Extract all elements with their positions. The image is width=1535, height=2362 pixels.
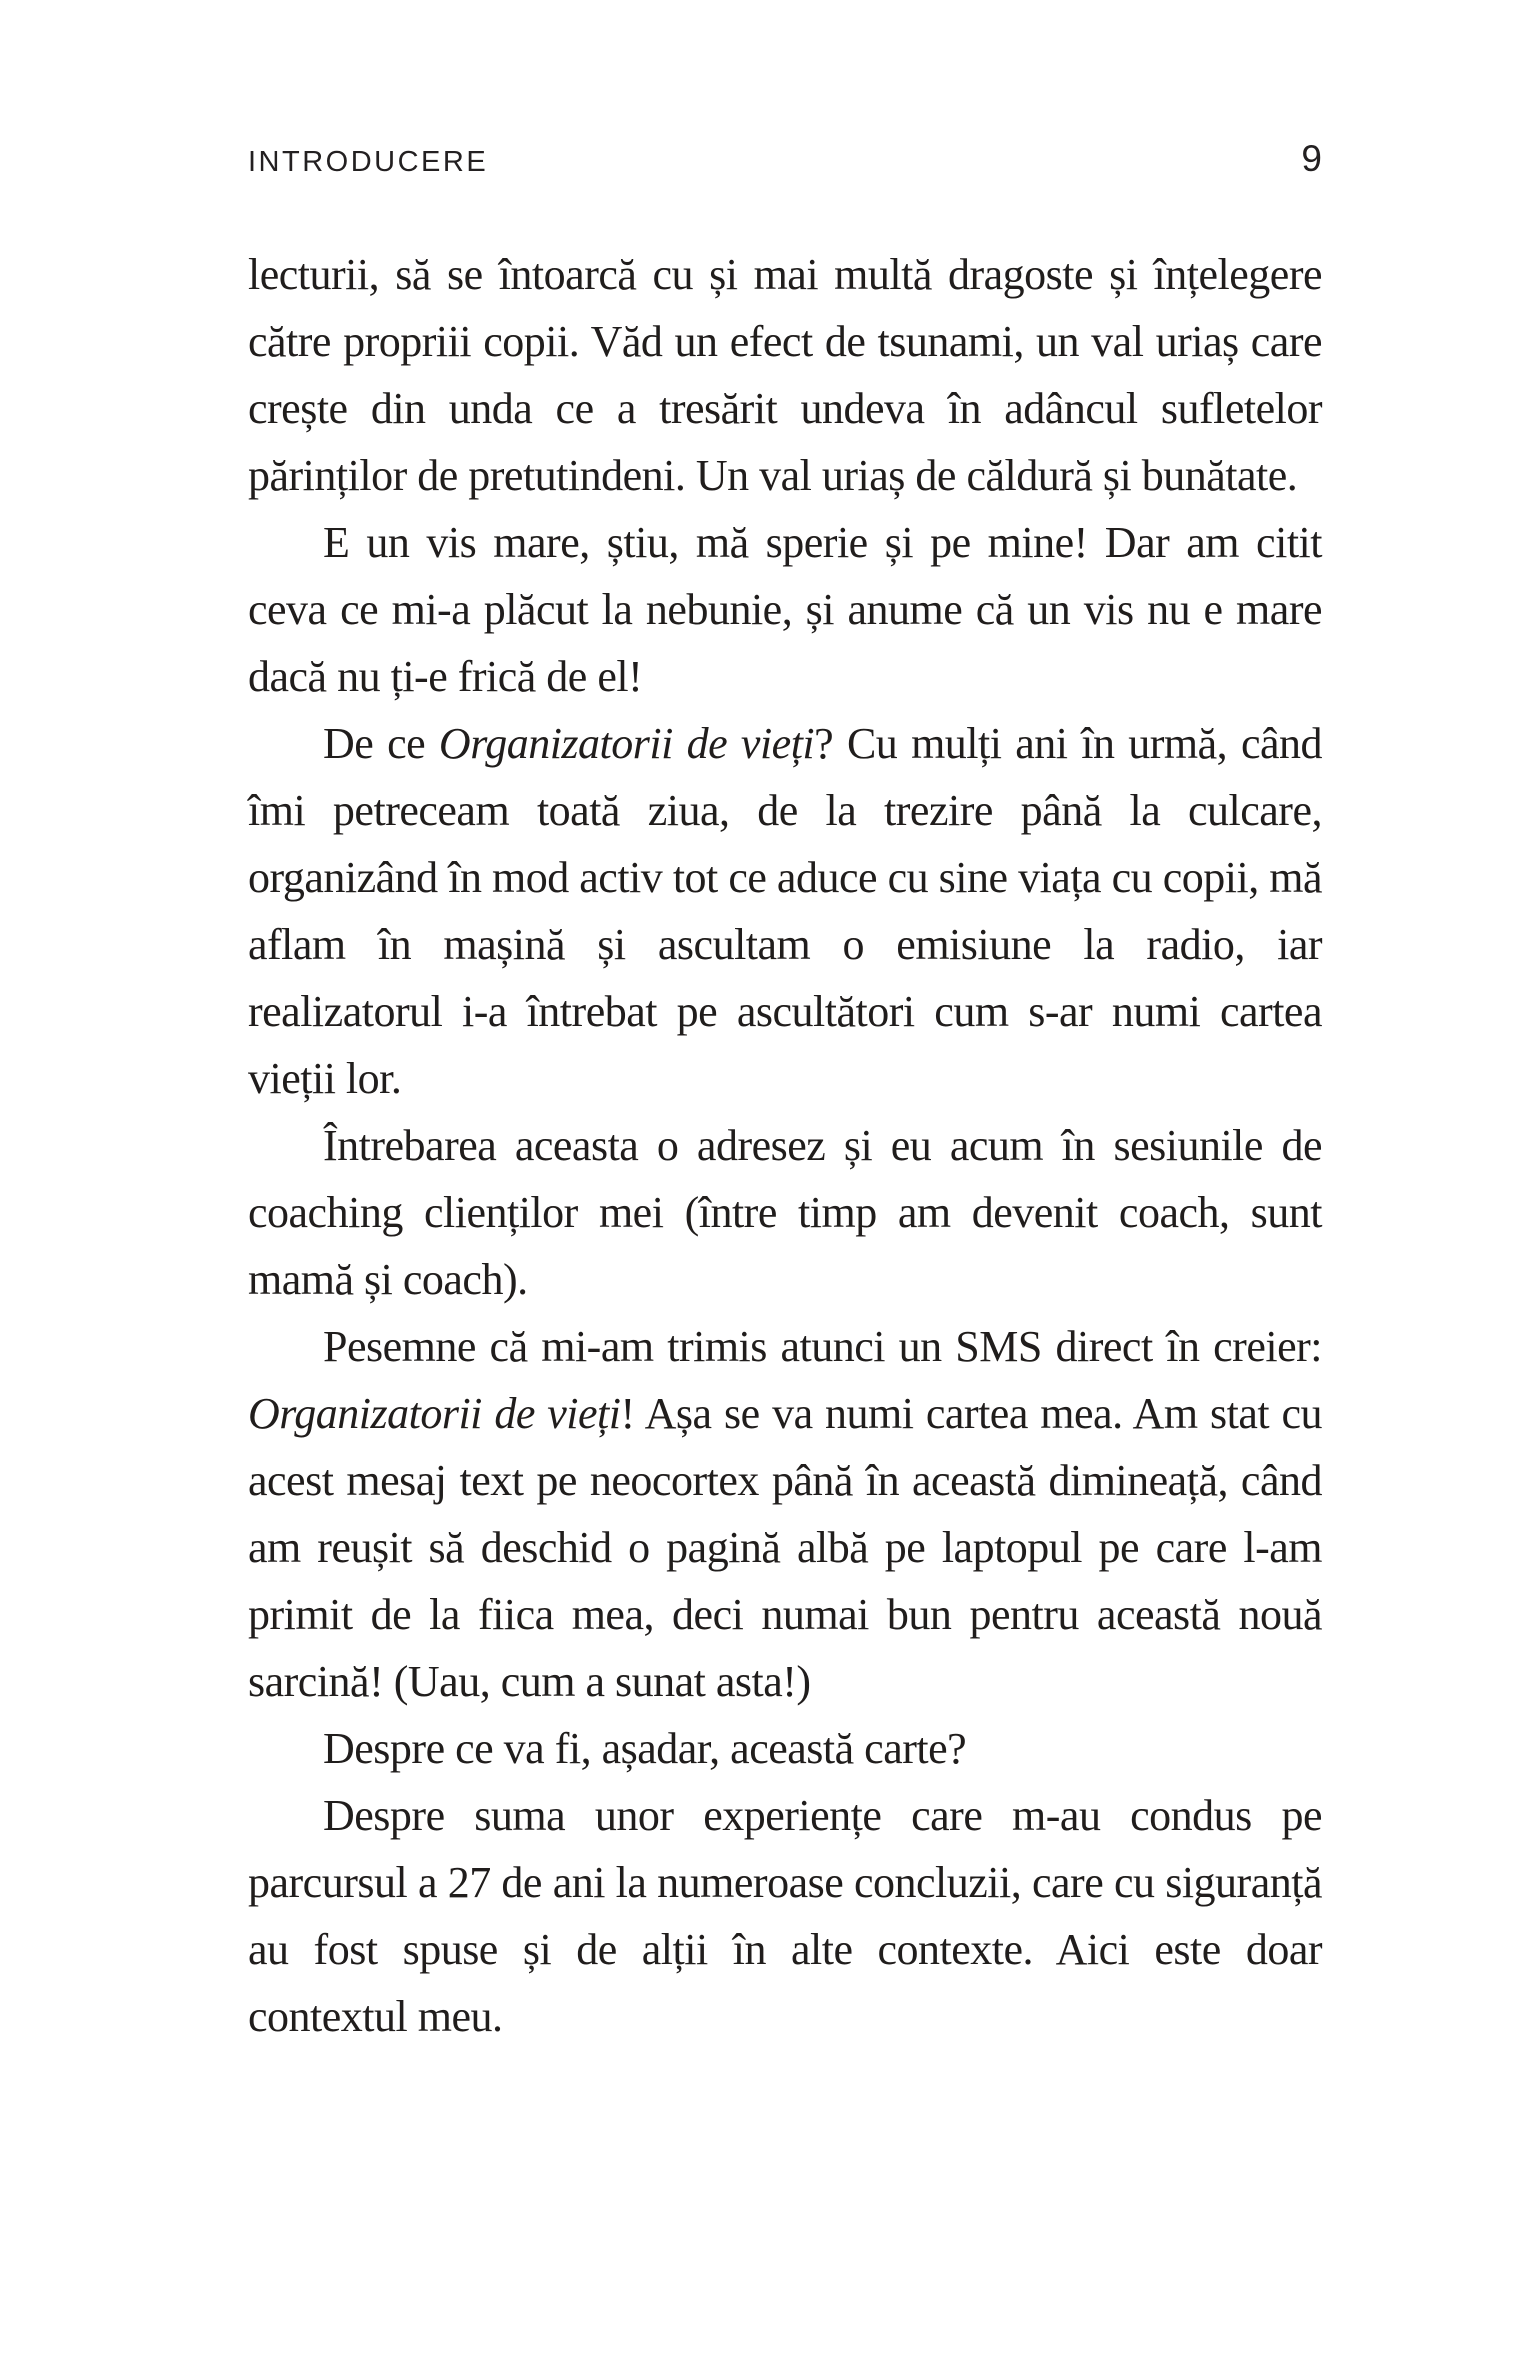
text-segment: ? Cu mulți ani în urmă, când îmi petreceam toată ziua, de la trezire până la culcare, organizând în mod activ tot ce aduce cu sine viața cu copii, mă aflam în mașină și ascultam o emisiune la radio, iar realizatorul i-a întrebat pe ascultători cum s-ar numi cartea vieții lor. bbox=[248, 719, 1322, 1103]
running-head bbox=[248, 140, 1322, 177]
book-title-italic: Organizatorii de vieți bbox=[438, 719, 815, 768]
text-segment: Pesemne că mi-am trimis atunci un SMS direct în creier: bbox=[323, 1322, 1322, 1371]
text-segment: Întrebarea aceasta o adresez și eu acum în sesiunile de coaching clienților mei (între timp am devenit coach, sunt mamă și coach). bbox=[248, 1121, 1322, 1304]
paragraph bbox=[248, 241, 1322, 509]
paragraph bbox=[248, 509, 1322, 710]
paragraph bbox=[248, 1782, 1322, 2050]
text-segment: ! Așa se va numi cartea mea. Am stat cu acest mesaj text pe neocortex până în această dimineață, când am reușit să deschid o pagină albă pe laptopul pe care l-am primit de la fiica mea, deci numai bun pentru această nouă sarcină! (Uau, cum a sunat asta!) bbox=[248, 1389, 1323, 1706]
body-text bbox=[248, 241, 1322, 2050]
paragraph bbox=[248, 1715, 1322, 1782]
paragraph bbox=[248, 710, 1322, 1112]
text-segment: Despre suma unor experiențe care m-au condus pe parcursul a 27 de ani la numeroase concluzii, care cu siguranță au fost spuse și de alții în alte contexte. Aici este doar contextul meu. bbox=[248, 1791, 1322, 2041]
section-title: INTRODUCERE bbox=[248, 146, 489, 178]
book-title-italic: Organizatorii de vieți bbox=[248, 1389, 621, 1438]
page-number: 9 bbox=[1301, 138, 1322, 179]
paragraph bbox=[248, 1112, 1322, 1313]
text-segment: E un vis mare, știu, mă sperie și pe mine! Dar am citit ceva ce mi-a plăcut la nebunie, și anume că un vis nu e mare dacă nu ți-e frică de el! bbox=[248, 518, 1322, 701]
text-segment: lecturii, să se întoarcă cu și mai multă dragoste și înțelegere către propriii copii. Văd un efect de tsunami, un val uriaș care crește din unda ce a tresărit undeva în adâncul sufletelor părinților de pretutindeni. Un val uriaș de căldură și bunătate. bbox=[248, 250, 1322, 500]
text-segment: Despre ce va fi, așadar, această carte? bbox=[323, 1724, 967, 1773]
text-segment: De ce bbox=[323, 719, 439, 768]
paragraph bbox=[248, 1313, 1322, 1715]
